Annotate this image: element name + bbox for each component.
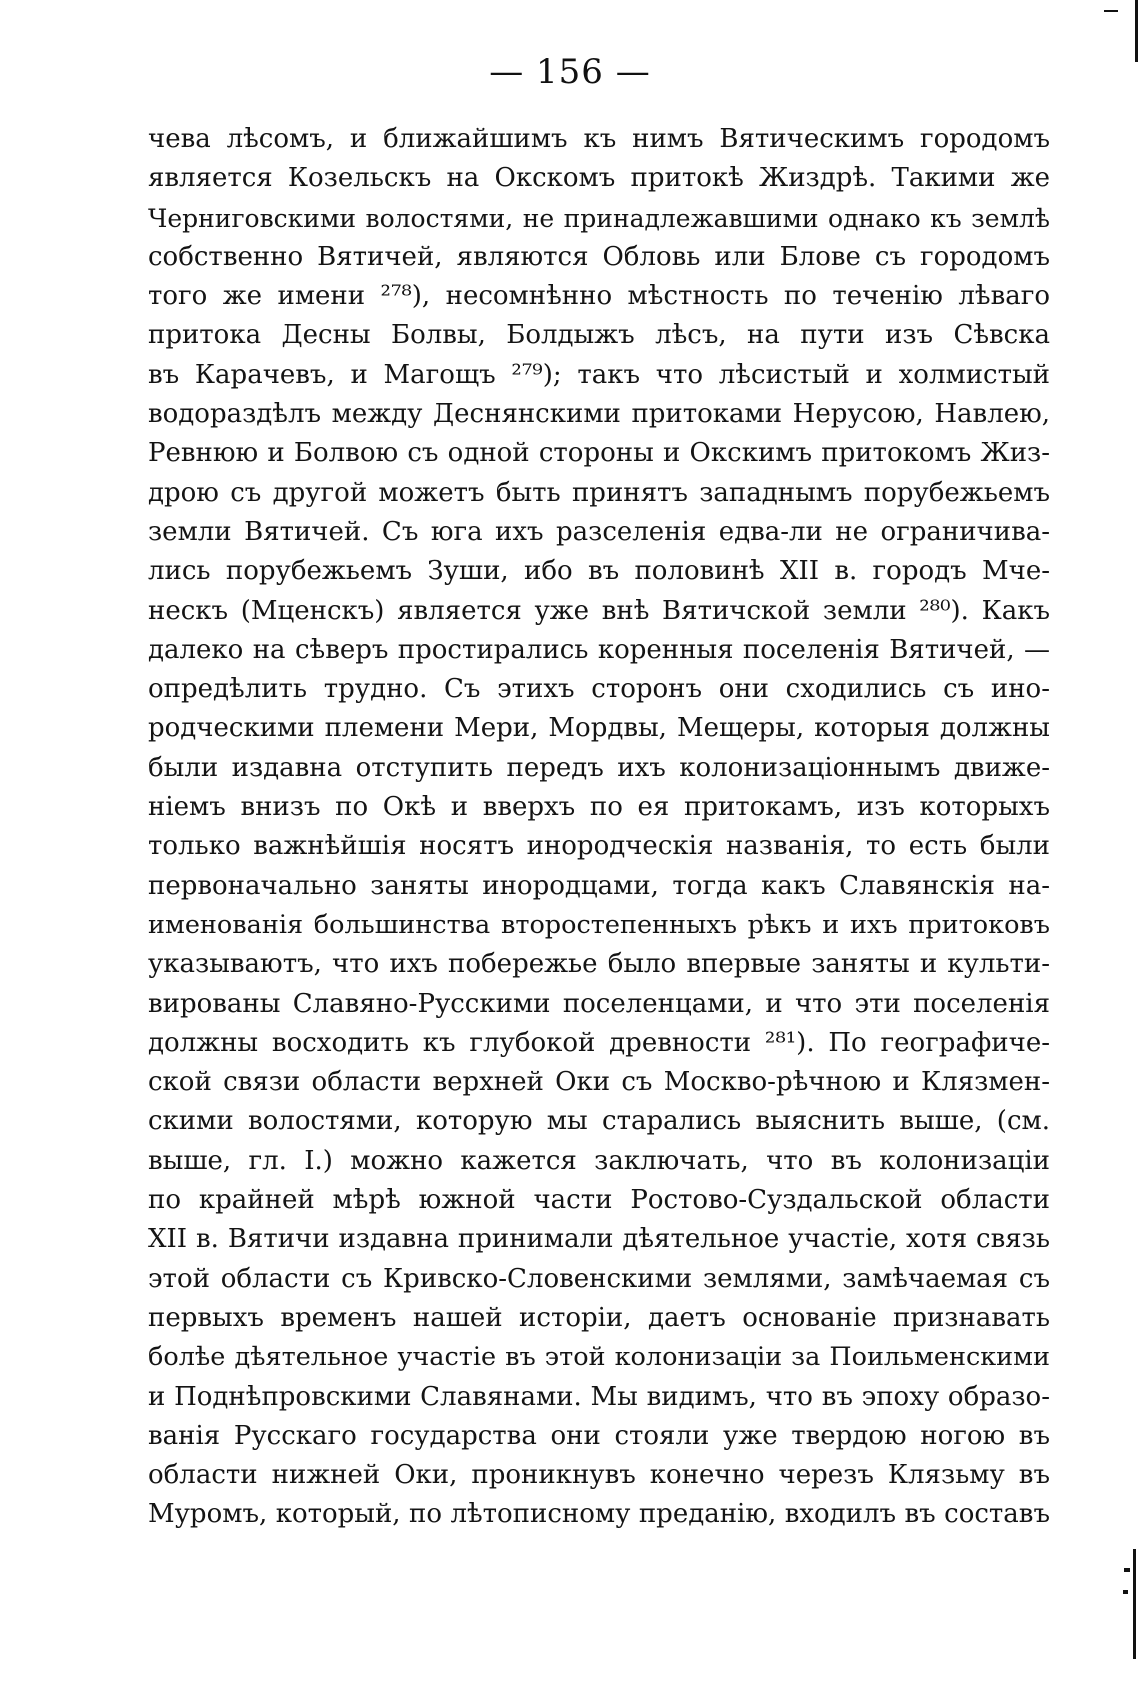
text-line: Муромъ, который, по лѣтописному преданію, входилъ въ составъ [148, 1499, 1050, 1530]
text-line: нескъ (Мценскъ) является уже внѣ Вятичской земли ²⁸⁰). Какъ [148, 595, 1050, 626]
text-line: притока Десны Болвы, Болдыжъ лѣсъ, на пути изъ Сѣвска [148, 320, 1050, 351]
text-line: является Козельскъ на Окскомъ притокѣ Жиздрѣ. Такими же [148, 163, 1050, 194]
text-line: Ревнюю и Болвою съ одной стороны и Окскимъ притокомъ Жиз- [148, 438, 1050, 469]
text-line: того же имени ²⁷⁸), несомнѣнно мѣстность по теченію лѣваго [148, 281, 1050, 312]
text-line: должны восходить къ глубокой древности ²⁸¹). По географиче- [148, 1027, 1050, 1058]
text-line: выше, гл. I.) можно кажется заключать, что въ колонизаціи [148, 1145, 1050, 1176]
text-line: ніемъ внизъ по Окѣ и вверхъ по ея притокамъ, изъ которыхъ [148, 792, 1050, 823]
text-line: скими волостями, которую мы старались выяснить выше, (см. [148, 1106, 1050, 1137]
scan-edge-mark [1104, 10, 1118, 12]
text-line: земли Вятичей. Съ юга ихъ разселенія едва-ли не ограничива- [148, 516, 1050, 547]
text-line: лись порубежьемъ Зуши, ибо въ половинѣ XII в. городъ Мче- [148, 556, 1050, 587]
text-line: Черниговскими волостями, не принадлежавшими однако къ землѣ [148, 203, 1050, 233]
scan-edge-mark [1133, 1549, 1136, 1659]
scan-edge-mark [1124, 1568, 1130, 1572]
text-line: ской связи области верхней Оки съ Москво-рѣчною и Клязмен- [148, 1067, 1050, 1098]
text-line: были издавна отступить передъ ихъ колонизаціоннымъ движе- [148, 752, 1050, 783]
scan-edge-mark [1123, 1590, 1128, 1594]
text-line: первоначально заняты инородцами, тогда какъ Славянскія на- [148, 870, 1050, 901]
text-line: далеко на сѣверъ простирались коренныя поселенія Вятичей, — [148, 634, 1050, 665]
text-line: по крайней мѣрѣ южной части Ростово-Суздальской области [148, 1185, 1050, 1216]
page-number: — 156 — [489, 52, 651, 92]
body-text [148, 120, 1050, 1535]
text-line: только важнѣйшія носятъ инородческія названія, то есть были [148, 831, 1050, 862]
scan-edge-mark [1135, 0, 1138, 62]
text-line: опредѣлить трудно. Съ этихъ сторонъ они сходились съ ино- [148, 674, 1050, 705]
text-line: дрою съ другой можетъ быть принятъ западнымъ порубежьемъ [148, 477, 1050, 508]
text-line: болѣе дѣятельное участіе въ этой колонизаціи за Поильменскими [148, 1342, 1050, 1373]
text-line: указываютъ, что ихъ побережье было впервые заняты и культи- [148, 949, 1050, 980]
text-line: XII в. Вятичи издавна принимали дѣятельное участіе, хотя связь [148, 1224, 1050, 1255]
text-line: чева лѣсомъ, и ближайшимъ къ нимъ Вятическимъ городомъ [148, 124, 1050, 154]
text-line: родческими племени Мери, Мордвы, Мещеры, которыя должны [148, 713, 1050, 744]
text-line: первыхъ временъ нашей исторіи, даетъ основаніе признавать [148, 1302, 1050, 1333]
text-line: вированы Славяно-Русскими поселенцами, и что эти поселенія [148, 988, 1050, 1019]
text-line: и Поднѣпровскими Славянами. Мы видимъ, что въ эпоху образо- [148, 1381, 1050, 1412]
text-line: ванія Русскаго государства они стояли уже твердою ногою въ [148, 1420, 1050, 1451]
text-line: собственно Вятичей, являются Обловь или Блове съ городомъ [148, 241, 1050, 272]
text-line: этой области съ Кривско-Словенскими землями, замѣчаемая съ [148, 1263, 1050, 1294]
text-line: области нижней Оки, проникнувъ конечно черезъ Клязьму въ [148, 1460, 1050, 1491]
text-line: именованія большинства второстепенныхъ рѣкъ и ихъ притоковъ [148, 909, 1050, 940]
text-line: водораздѣлъ между Деснянскими притоками Нерусою, Навлею, [148, 399, 1050, 430]
text-line: въ Карачевъ, и Магощъ ²⁷⁹); такъ что лѣсистый и холмистый [148, 359, 1050, 390]
